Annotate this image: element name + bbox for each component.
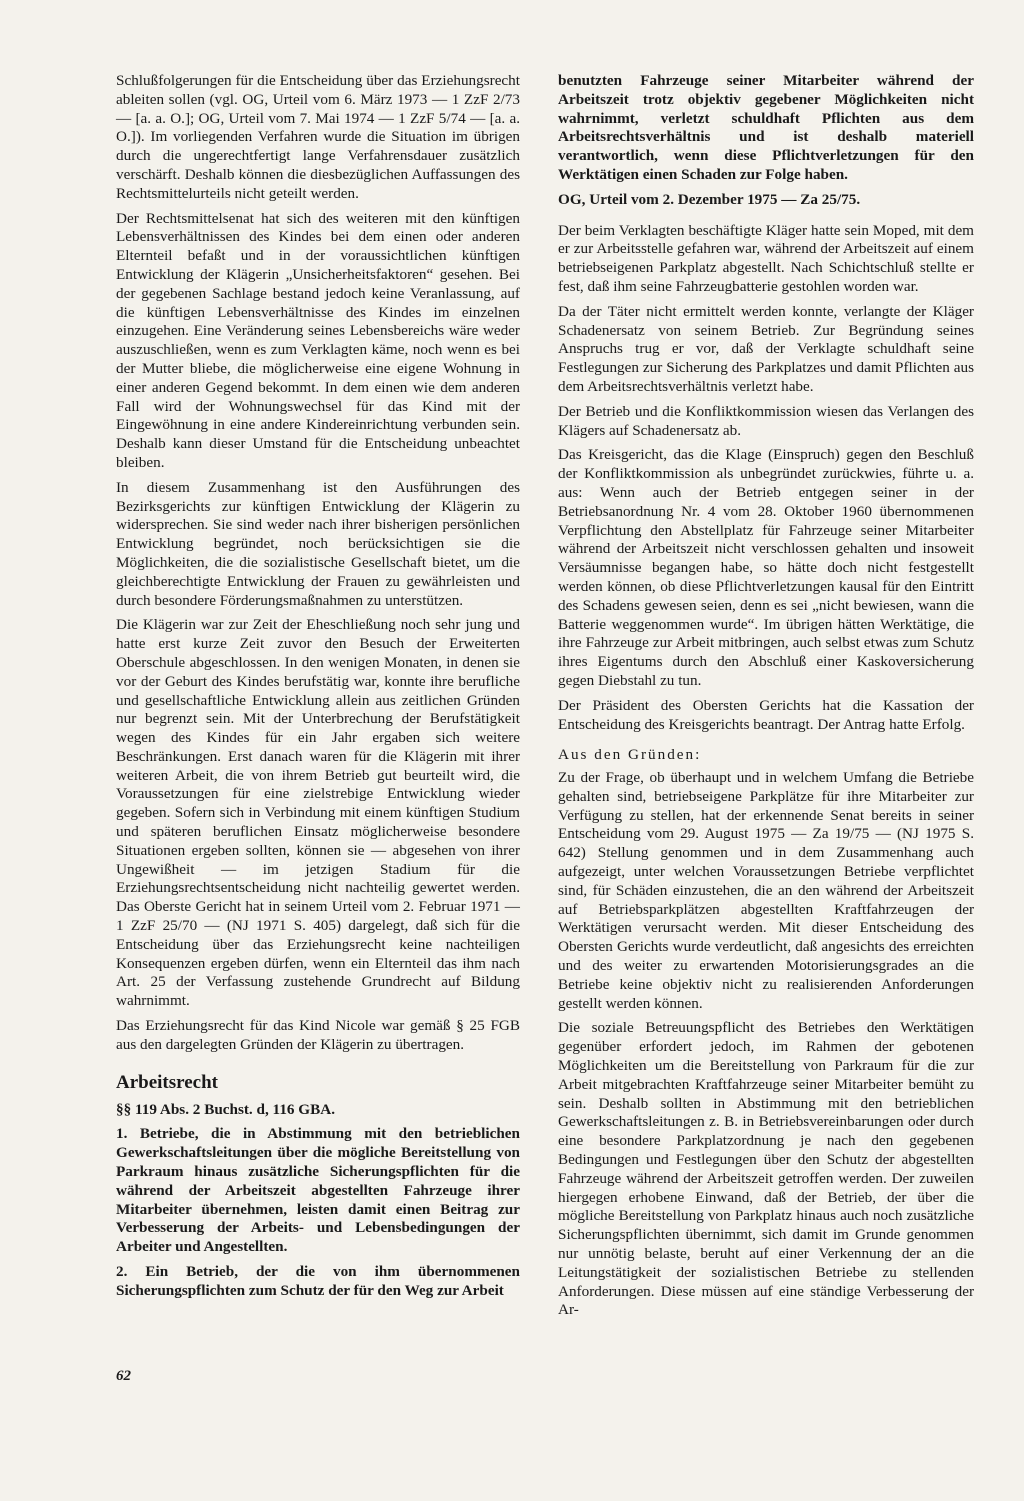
left-column [116, 72, 520, 1307]
court-citation: OG, Urteil vom 2. Dezember 1975 — Za 25/75. [558, 190, 861, 208]
paragraph: Zu der Frage, ob überhaupt und in welchem Umfang die Betriebe gehalten sind, betriebseigene Parkplätze für ihre Mitarbeiter zur Verfügung zu stellen, hat der erkennende Senat bereits in seiner Entscheidung vom 29. August 1975 — Za 19/75 — (NJ 1975 S. 642) Stellung genommen und in dem Zusammenhang auch aufgezeigt, unter welchen Voraussetzungen Betriebe verpflichtet sind, für Schäden einzustehen, die an den während der Arbeitszeit auf Betriebsparkplätzen abgestellten Kraftfahrzeugen der Werktätigen verursacht werden. Mit dieser Entscheidung des Obersten Gerichts wurde verdeutlicht, daß angesichts des erreichten und des weiter zu erwartenden Motorisierungsgrades an die Betriebe keine objektiv nicht zu realisierenden Anforderungen gestellt werden können. [558, 769, 974, 1012]
page-number: 62 [116, 1368, 131, 1384]
headnote-2-end: benutzten Fahrzeuge seiner Mitarbeiter während der Arbeitszeit trotz objektiv gegebener Möglichkeiten nicht wahrnimmt, verletzt schuldhaft Pflichten aus dem Arbeitsrechtsverhältnis und ist deshalb materiell verantwortlich, wenn diese Pflichtverletzungen für den Werktätigen einen Schaden zur Folge haben. [558, 72, 974, 183]
right-column [558, 72, 974, 1326]
headnote-1: 1. Betriebe, die in Abstimmung mit den betrieblichen Gewerkschaftsleitungen über die mögliche Bereitstellung von Parkraum hinaus zusätzliche Sicherungspflichten für die während der Arbeitszeit abgestellten Fahrzeuge ihrer Mitarbeiter übernehmen, leisten damit einen Beitrag zur Verbesserung der Arbeits- und Lebensbedingungen der Arbeiter und Angestellten. [116, 1125, 520, 1256]
paragraph: Die Klägerin war zur Zeit der Eheschließung noch sehr jung und hatte erst kurze Zeit zuvor den Besuch der Erweiterten Oberschule abgeschlossen. In den wenigen Monaten, in denen sie vor der Geburt des Kindes berufstätig war, konnte ihre berufliche und gesellschaftliche Entwicklung allein aus zeitlichen Gründen nur begrenzt sein. Mit der Unterbrechung der Berufstätigkeit wegen des Kindes für ein Jahr ergaben sich weitere Beschränkungen. Erst danach waren für die Klägerin mit ihrer weiteren Arbeit, die von ihrem Betrieb gut beurteilt wird, die Voraussetzungen für eine zielstrebige Entwicklung wieder gegeben. Sofern sich in Verbindung mit einem künftigen Studium und späteren beruflichen Einsatz möglicherweise besondere Situationen ergeben sollten, können sie — abgesehen von ihrer Ungewißheit — im jetzigen Stadium für die Erziehungsrechtsentscheidung nicht nachteilig gewertet werden. Das Oberste Gericht hat in seinem Urteil vom 2. Februar 1971 — 1 ZzF 25/70 — (NJ 1971 S. 405) dargelegt, daß sich für die Entscheidung über das Erziehungsrecht keine nachteiligen Konsequenzen ergeben dürfen, wenn ein Elternteil das ihm nach Art. 25 der Verfassung zustehende Grundrecht auf Bildung wahrnimmt. [116, 616, 520, 1010]
paragraph: Der Präsident des Obersten Gerichts hat die Kassation der Entscheidung des Kreisgerichts beantragt. Der Antrag hatte Erfolg. [558, 696, 974, 733]
section-heading: Arbeitsrecht [116, 1071, 219, 1093]
paragraph: Der Rechtsmittelsenat hat sich des weiteren mit den künftigen Lebensverhältnissen des Kindes bei dem einen oder anderen Elternteil befaßt und in der voraussichtlichen künftigen Entwicklung der Klägerin „Unsicherheitsfaktoren“ gesehen. Bei der gegebenen Sachlage bestand jedoch keine Veranlassung, auf die künftigen Lebensverhältnisse des Kindes im einzelnen einzugehen. Eine Veränderung seines Lebensbereichs wäre weder auszuschließen, wenn es zum Verklagten käme, noch wenn es bei der Mutter bliebe, die möglicherweise eine eigene Wohnung in einer anderen Gegend bekommt. In dem einen wie dem anderen Fall wird der Wohnungswechsel für das Kind mit der Eingewöhnung in eine andere Kindereinrichtung verbunden sein. Deshalb kann dieser Umstand für die Entscheidung unbeachtet bleiben. [116, 209, 520, 471]
paragraph: Schlußfolgerungen für die Entscheidung über das Erziehungsrecht ableiten sollen (vgl. OG, Urteil vom 6. März 1973 — 1 ZzF 2/73 — [a. a. O.]; OG, Urteil vom 7. Mai 1974 — 1 ZzF 5/74 — [a. a. O.]). Im vorliegenden Verfahren wurde die Situation im übrigen durch die ungerechtfertigt lange Verfahrensdauer zusätzlich verschärft. Deshalb können die diesbezüglichen Auffassungen des Rechtsmittelurteils nicht geteilt werden. [116, 72, 520, 202]
paragraph: Der Betrieb und die Konfliktkommission wiesen das Verlangen des Klägers auf Schadenersatz ab. [558, 402, 974, 439]
reasons-heading: Aus den Gründen: [558, 746, 702, 764]
paragraph: Da der Täter nicht ermittelt werden konnte, verlangte der Kläger Schadenersatz von seinem Betrieb. Zur Begründung seines Anspruchs trug er vor, daß der Verklagte schuldhaft seine Festlegungen zur Sicherung des Parkplatzes und damit Pflichten aus dem Arbeitsrechtsverhältnis verletzt habe. [558, 302, 974, 395]
headnote-2-start: 2. Ein Betrieb, der die von ihm übernommenen Sicherungspflichten zum Schutz der für den Weg zur Arbeit [116, 1263, 520, 1299]
paragraph: Der beim Verklagten beschäftigte Kläger hatte sein Moped, mit dem er zur Arbeitsstelle gefahren war, während der Arbeitszeit auf einem betriebseigenen Parkplatz abgestellt. Nach Schichtschluß stellte er fest, daß ihm seine Fahrzeugbatterie gestohlen worden war. [558, 221, 974, 295]
paragraph: In diesem Zusammenhang ist den Ausführungen des Bezirksgerichts zur künftigen Entwicklung der Klägerin zu widersprechen. Sie sind weder nach ihrer bisherigen persönlichen Entwicklung begründet, noch berücksichtigen sie die Möglichkeiten, die die sozialistische Gesellschaft bietet, um die gleichberechtigte Entwicklung der Frauen zu gewährleisten und durch besondere Förderungsmaßnahmen zu unterstützen. [116, 478, 520, 609]
paragraph: Die soziale Betreuungspflicht des Betriebes den Werktätigen gegenüber erfordert jedoch, im Rahmen der gebotenen Möglichkeiten um die Bereitstellung von Parkraum für die zur Arbeit mitgebrachten Kraftfahrzeuge seiner Mitarbeiter bemüht zu sein. Deshalb sollten in Abstimmung mit den betrieblichen Gewerkschaftsleitungen z. B. in Betriebsvereinbarungen oder durch eine besondere Parkplatzordnung je nach den gegebenen Bedingungen und Festlegungen über den Schutz der abgestellten Fahrzeuge während der Arbeitszeit getroffen werden. Der zuweilen hiergegen erhobene Einwand, daß der Betrieb, der über die mögliche Bereitstellung von Parkplatz hinaus auch noch zusätzliche Sicherungspflichten übernimmt, sich damit im Grunde genommen nur unnötig belaste, beruht auf einer Verkennung der an die Leitungstätigkeit der sozialistischen Betriebe zu stellenden Anforderungen. Diese müssen auf eine ständige Verbesserung der Ar- [558, 1019, 974, 1319]
paragraph: Das Erziehungsrecht für das Kind Nicole war gemäß § 25 FGB aus den dargelegten Gründen der Klägerin zu übertragen. [116, 1017, 520, 1053]
statute-reference: §§ 119 Abs. 2 Buchst. d, 116 GBA. [116, 1100, 336, 1118]
paragraph: Das Kreisgericht, das die Klage (Einspruch) gegen den Beschluß der Konfliktkommission als unbegründet zurückwies, führte u. a. aus: Wenn auch der Betrieb entgegen seiner in der Betriebsanordnung Nr. 4 vom 28. Oktober 1960 übernommenen Verpflichtung den Abstellplatz für Fahrzeuge seiner Mitarbeiter während der Arbeitszeit nicht verschlossen gehalten und insoweit Versäumnisse begangen habe, so hätte doch nicht festgestellt werden können, ob diese Pflichtverletzungen kausal für den Eintritt des Schadens gewesen seien, denn es sei „nicht bewiesen, wann die Batterie weggenommen wurde“. Im übrigen hätten Werktätige, die ihre Fahrzeuge zur Arbeit mitbringen, auch selbst etwas zum Schutz ihres Eigentums durch den Abschluß einer Kaskoversicherung gegen Diebstahl zu tun. [558, 446, 974, 689]
